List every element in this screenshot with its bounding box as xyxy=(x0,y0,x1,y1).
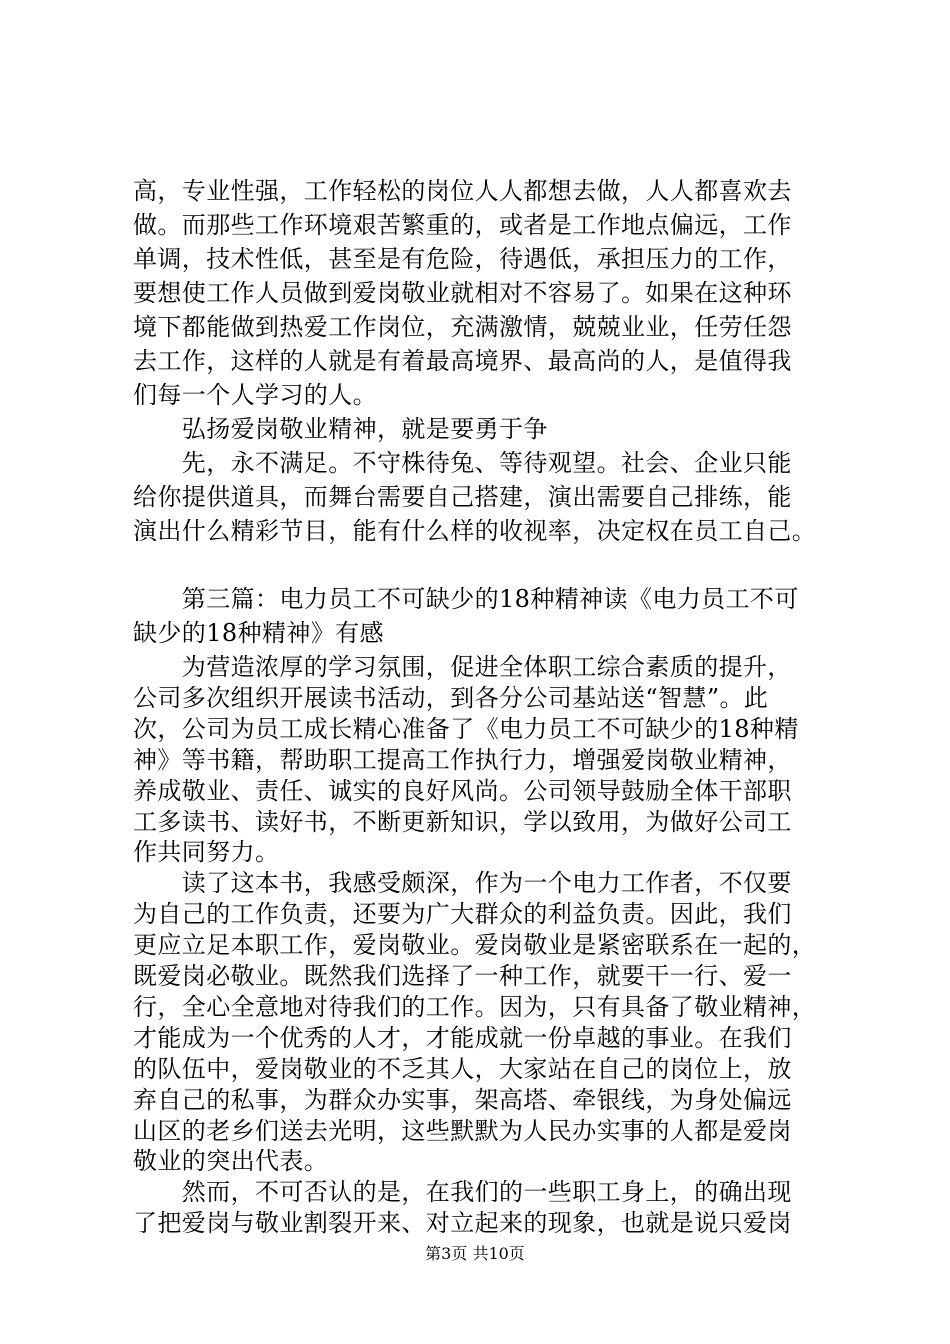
section-heading: 缺少的18种精神》有感 xyxy=(133,619,384,647)
text-line: 工多读书、读好书，不断更新知识，学以致用，为做好公司工 xyxy=(133,808,792,836)
text-line: 公司多次组织开展读书活动，到各分公司基站送“智慧”。此 xyxy=(133,684,769,712)
text-line: 弃自己的私事，为群众办实事，架高塔、牵银线，为身处偏远 xyxy=(133,1086,792,1114)
text-line: 单调，技术性低，甚至是有危险，待遇低，承担压力的工作， xyxy=(133,245,792,273)
text-line: 为营造浓厚的学习氛围，促进全体职工综合素质的提升， xyxy=(133,653,792,681)
section-heading: 第三篇：电力员工不可缺少的18种精神读《电力员工不可 xyxy=(133,585,799,613)
text-line: 给你提供道具，而舞台需要自己搭建，演出需要自己排练，能 xyxy=(133,483,792,511)
text-line: 去工作，这样的人就是有着最高境界、最高尚的人，是值得我 xyxy=(133,347,792,375)
text-line: 的队伍中，爱岗敬业的不乏其人，大家站在自己的岗位上，放 xyxy=(133,1055,792,1083)
text-line: 次，公司为员工成长精心准备了《电力员工不可缺少的18种精 xyxy=(133,715,799,743)
text-line: 演出什么精彩节目，能有什么样的收视率，决定权在员工自己。 xyxy=(133,517,817,545)
text-line: 山区的老乡们送去光明，这些默默为人民办实事的人都是爱岗 xyxy=(133,1117,792,1145)
text-line: 境下都能做到热爱工作岗位，充满激情，兢兢业业，任劳任怨 xyxy=(133,313,792,341)
text-line: 先，永不满足。不守株待兔、等待观望。社会、企业只能 xyxy=(133,449,792,477)
text-line: 才能成为一个优秀的人才，才能成就一份卓越的事业。在我们 xyxy=(133,1024,792,1052)
text-line: 既爱岗必敬业。既然我们选择了一种工作，就要干一行、爱一 xyxy=(133,962,792,990)
page-footer: 第3页 共10页 xyxy=(425,1244,525,1263)
text-line: 为自己的工作负责，还要为广大群众的利益负责。因此，我们 xyxy=(133,900,792,928)
text-line: 做。而那些工作环境艰苦繁重的，或者是工作地点偏远，工作 xyxy=(133,211,792,239)
text-line: 作共同努力。 xyxy=(133,838,280,866)
text-line: 神》等书籍，帮助职工提高工作执行力，增强爱岗敬业精神， xyxy=(133,746,792,774)
text-line: 养成敬业、责任、诚实的良好风尚。公司领导鼓励全体干部职 xyxy=(133,777,792,805)
text-line: 然而，不可否认的是，在我们的一些职工身上，的确出现 xyxy=(133,1178,792,1206)
text-line: 更应立足本职工作，爱岗敬业。爱岗敬业是紧密联系在一起的， xyxy=(133,931,817,959)
text-line: 了把爱岗与敬业割裂开来、对立起来的现象，也就是说只爱岗 xyxy=(133,1209,792,1237)
text-line: 高，专业性强，工作轻松的岗位人人都想去做，人人都喜欢去 xyxy=(133,177,792,205)
text-line: 行，全心全意地对待我们的工作。因为，只有具备了敬业精神， xyxy=(133,993,817,1021)
text-line: 弘扬爱岗敬业精神，就是要勇于争 xyxy=(133,415,548,443)
text-line: 要想使工作人员做到爱岗敬业就相对不容易了。如果在这种环 xyxy=(133,279,792,307)
text-line: 敬业的突出代表。 xyxy=(133,1147,329,1175)
text-line: 们每一个人学习的人。 xyxy=(133,381,377,409)
text-line: 读了这本书，我感受颇深，作为一个电力工作者，不仅要 xyxy=(133,869,792,897)
